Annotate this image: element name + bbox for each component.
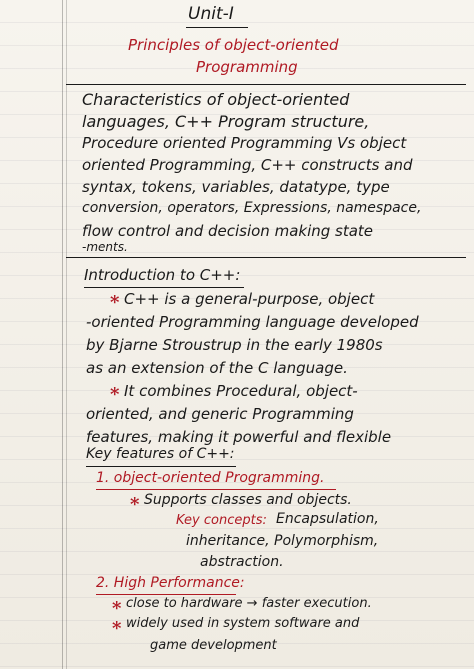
star-bullet: *: [130, 494, 140, 515]
intro-para-line: by Bjarne Stroustrup in the early 1980s: [86, 336, 383, 354]
feature-2-point: close to hardware → faster execution.: [126, 596, 372, 611]
intro-para-line: -oriented Programming language developed: [86, 313, 419, 331]
syllabus-line: languages, C++ Program structure,: [82, 112, 370, 131]
title-line-2: Programming: [196, 58, 298, 76]
key-concepts-line: Encapsulation,: [276, 511, 379, 527]
syllabus-line: Characteristics of object-oriented: [82, 90, 350, 109]
intro-para-line: It combines Procedural, object-: [124, 382, 358, 400]
syllabus-line: Procedure oriented Programming Vs object: [82, 134, 407, 152]
syllabus-line: syntax, tokens, variables, datatype, type: [82, 178, 390, 196]
unit-heading: Unit-I: [188, 4, 234, 24]
intro-heading-underline: [84, 287, 244, 288]
intro-para-line: as an extension of the C language.: [86, 359, 348, 377]
syllabus-line: flow control and decision making state: [82, 222, 374, 240]
key-concepts-label: Key concepts:: [176, 513, 267, 528]
intro-para-line: C++ is a general-purpose, object: [124, 290, 375, 308]
key-concepts-line: abstraction.: [200, 554, 284, 570]
key-concepts-line: inheritance, Polymorphism,: [186, 533, 379, 549]
title-line-1: Principles of object-oriented: [128, 36, 339, 54]
intro-para-line: features, making it powerful and flexible: [86, 428, 392, 446]
feature-2-underline: [96, 594, 236, 595]
syllabus-line: -ments.: [82, 240, 128, 254]
syllabus-line: conversion, operators, Expressions, namespace,: [82, 200, 422, 216]
syllabus-line: oriented Programming, C++ constructs and: [82, 156, 413, 174]
star-bullet: *: [110, 384, 120, 405]
feature-1-heading: 1. object-oriented Programming.: [96, 470, 325, 486]
star-bullet: *: [112, 618, 122, 639]
feature-2-point: game development: [150, 638, 277, 653]
star-bullet: *: [112, 598, 122, 619]
features-heading-underline: [86, 466, 236, 467]
feature-1-point: Supports classes and objects.: [144, 492, 352, 508]
features-heading: Key features of C++:: [86, 446, 235, 462]
unit-underline: [186, 27, 248, 28]
intro-para-line: oriented, and generic Programming: [86, 405, 354, 423]
margin-line: [62, 0, 63, 669]
feature-2-point: widely used in system software and: [126, 616, 360, 631]
feature-2-heading: 2. High Performance:: [96, 575, 245, 591]
star-bullet: *: [110, 292, 120, 313]
feature-1-underline: [96, 489, 336, 490]
intro-heading: Introduction to C++:: [84, 266, 241, 284]
